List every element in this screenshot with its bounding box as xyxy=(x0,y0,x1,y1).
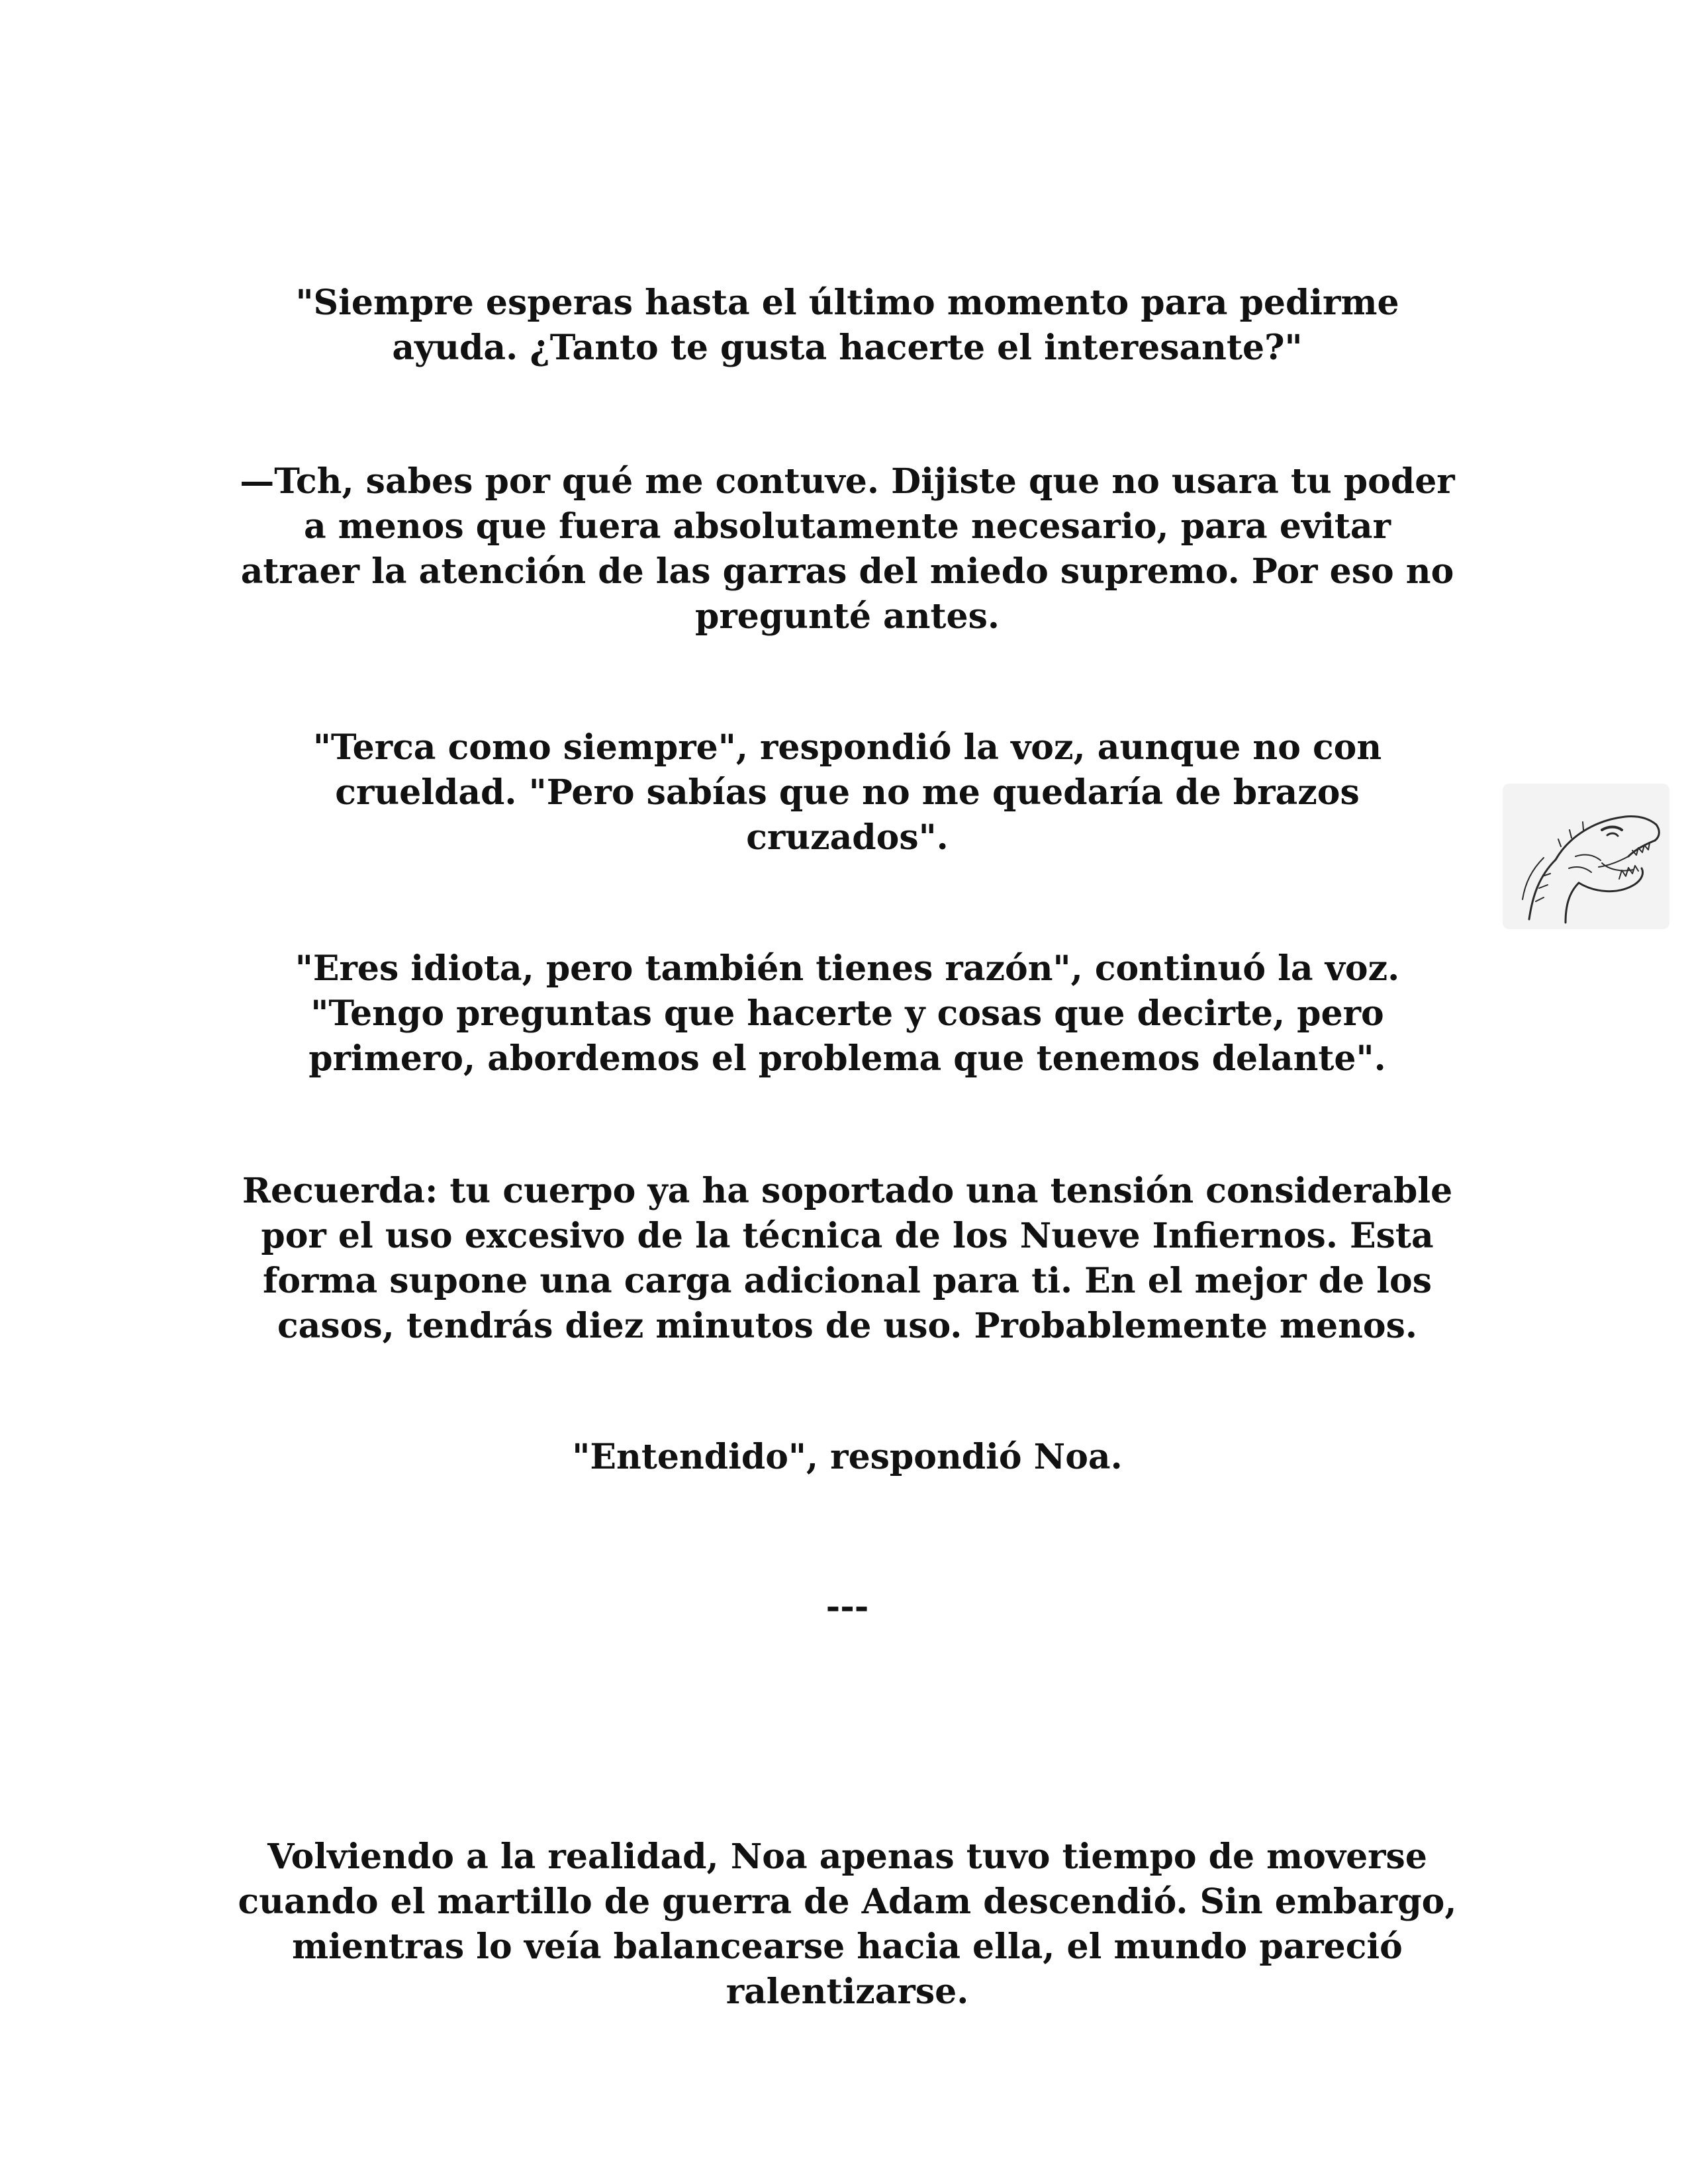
text-line: forma supone una carga adicional para ti. En el mejor de los xyxy=(262,1261,1432,1301)
paragraph-2 xyxy=(218,459,1476,639)
text-line: "Eres idiota, pero también tienes razón", continuó la voz. xyxy=(295,948,1400,989)
text-line: cuando el martillo de guerra de Adam descendió. Sin embargo, xyxy=(238,1882,1457,1922)
paragraph-3 xyxy=(218,725,1476,860)
text-line: "Tengo preguntas que hacerte y cosas que decirte, pero xyxy=(310,993,1384,1034)
text-line: Volviendo a la realidad, Noa apenas tuvo tiempo de moverse xyxy=(267,1837,1427,1877)
section-separator xyxy=(218,1584,1476,1629)
paragraph-5 xyxy=(218,1169,1476,1349)
text-line: ralentizarse. xyxy=(726,1972,969,2012)
text-line: por el uso excesivo de la técnica de los Nueve Infiernos. Esta xyxy=(261,1216,1434,1256)
text-line: ayuda. ¿Tanto te gusta hacerte el interesante?" xyxy=(392,328,1303,368)
text-line: cruzados". xyxy=(746,817,949,858)
dinosaur-head-icon xyxy=(1503,784,1669,929)
text-line: Recuerda: tu cuerpo ya ha soportado una tensión considerable xyxy=(242,1171,1453,1211)
text-line: "Entendido", respondió Noa. xyxy=(572,1437,1123,1477)
text-line: "Siempre esperas hasta el último momento para pedirme xyxy=(295,283,1399,323)
text-line: casos, tendrás diez minutos de uso. Probablemente menos. xyxy=(277,1306,1417,1346)
paragraph-6 xyxy=(218,1435,1476,1480)
text-line: crueldad. "Pero sabías que no me quedaría de brazos xyxy=(335,772,1360,813)
text-line: —Tch, sabes por qué me contuve. Dijiste que no usara tu poder xyxy=(240,461,1455,502)
paragraph-8 xyxy=(218,1835,1476,2015)
text-line: a menos que fuera absolutamente necesario, para evitar xyxy=(303,506,1391,547)
paragraph-1 xyxy=(218,281,1476,371)
text-line: pregunté antes. xyxy=(694,596,1000,637)
text-line: mientras lo veía balancearse hacia ella, el mundo pareció xyxy=(292,1927,1403,1967)
text-line: --- xyxy=(825,1586,869,1627)
text-line: primero, abordemos el problema que tenemos delante". xyxy=(308,1038,1386,1079)
text-line: atraer la atención de las garras del miedo supremo. Por eso no xyxy=(240,551,1454,592)
paragraph-4 xyxy=(218,946,1476,1081)
text-line: "Terca como siempre", respondió la voz, aunque no con xyxy=(312,727,1382,768)
